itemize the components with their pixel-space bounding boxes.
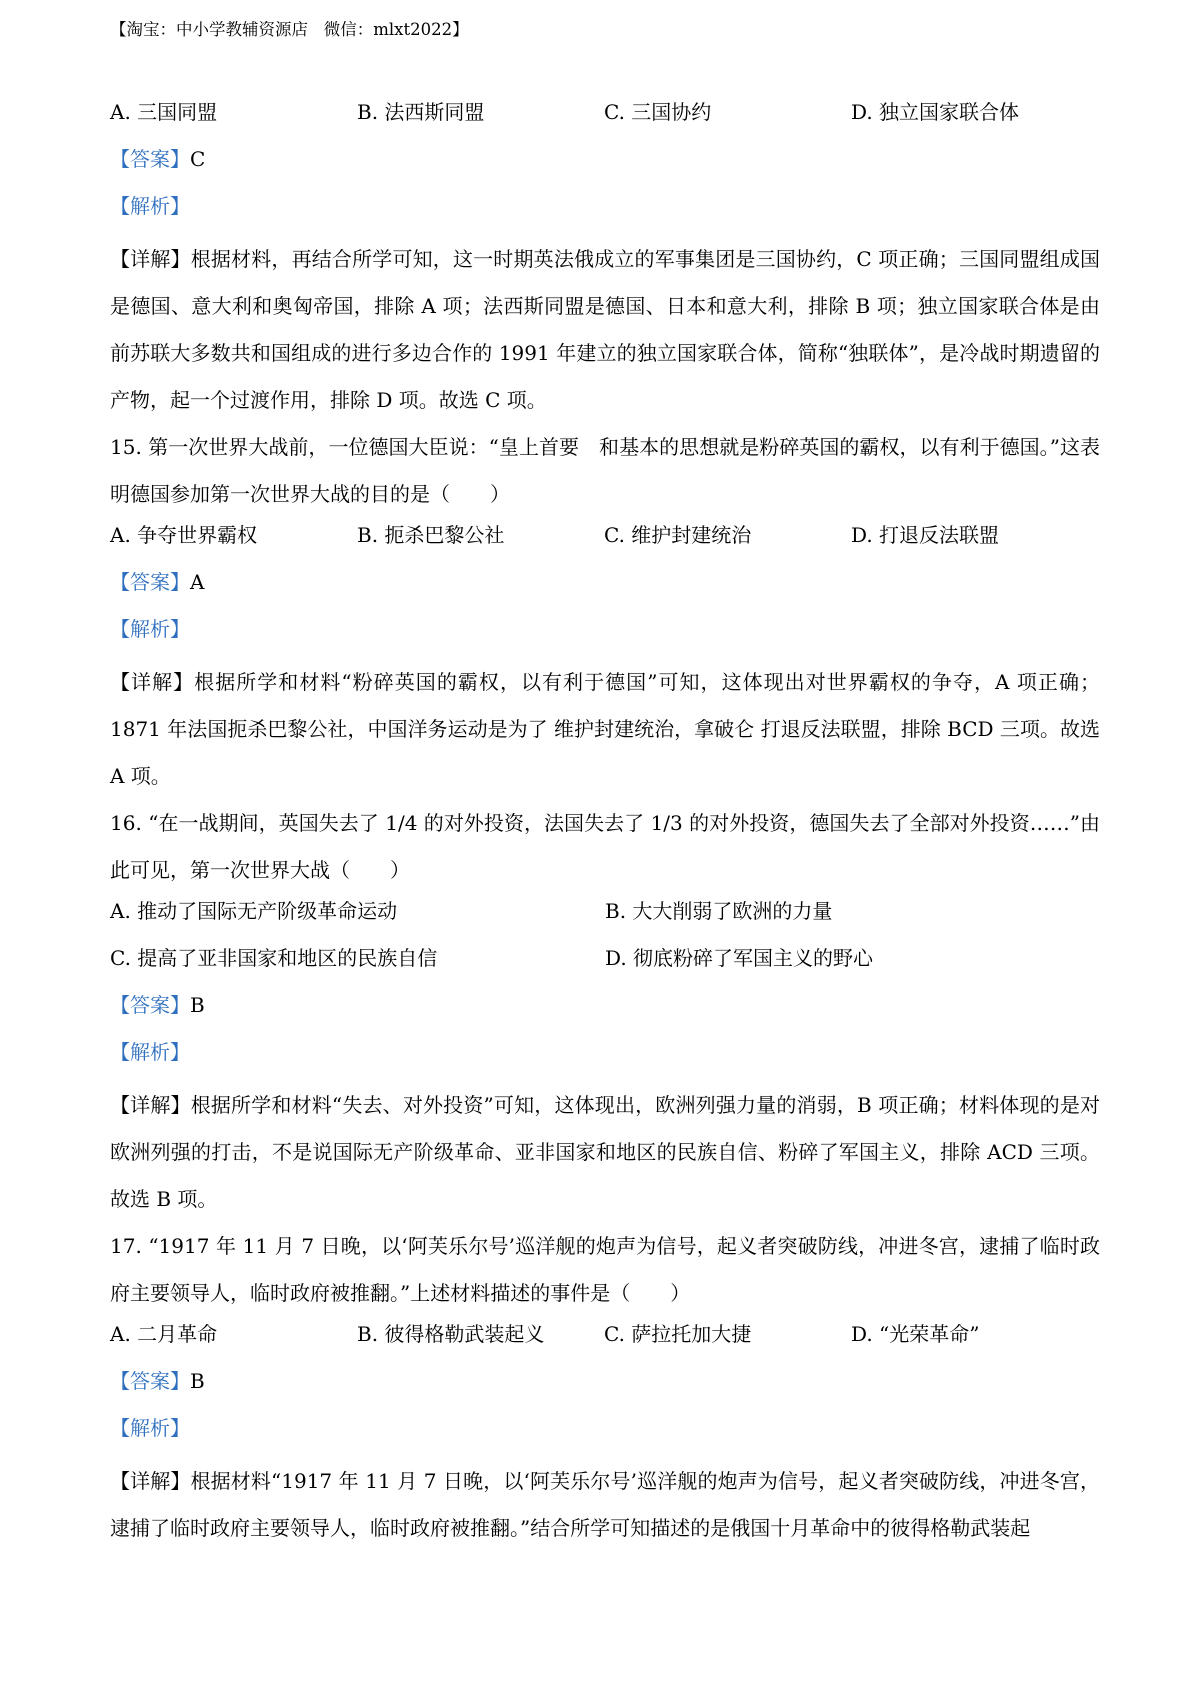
q15-options (110, 518, 1100, 565)
q16-option-a: A. 推动了国际无产阶级革命运动 (110, 899, 398, 923)
q16-detail-text: 根据所学和材料“失去、对外投资”可知，这体现出，欧洲列强力量的消弱，B 项正确；材料体现的是对欧洲列强的打击，不是说国际无产阶级革命、亚非国家和地区的民族自信、粉碎了军国主义，排除 ACD 三项。故选 B 项。 (110, 1093, 1100, 1211)
answer-label: 【答案】 (110, 993, 190, 1017)
q14-detail (110, 236, 1100, 424)
q16-answer (110, 988, 1100, 1035)
q17-option-d: D. “光荣革命” (851, 1322, 980, 1346)
detail-label: 【详解】 (110, 1093, 191, 1117)
detail-label: 【详解】 (110, 247, 191, 271)
answer-label: 【答案】 (110, 1369, 190, 1393)
q14-option-d: D. 独立国家联合体 (851, 100, 1020, 124)
q17-option-b: B. 彼得格勒武装起义 (357, 1322, 545, 1346)
analysis-label: 【解析】 (110, 1040, 190, 1064)
detail-label: 【详解】 (110, 1469, 191, 1493)
q16-detail (110, 1082, 1100, 1223)
q16-option-d: D. 彻底粉碎了军国主义的野心 (605, 946, 874, 970)
q14-answer-value: C (190, 147, 206, 171)
q17-analysis (110, 1411, 1100, 1458)
q16-stem: 16. “在一战期间，英国失去了 1/4 的对外投资，法国失去了 1/3 的对外投资，德国失去了全部对外投资……”由此可见，第一次世界大战（ ） (110, 811, 1100, 882)
q15-option-c: C. 维护封建统治 (604, 523, 752, 547)
q17-stem: 17. “1917 年 11 月 7 日晚，以‘阿芙乐尔号’巡洋舰的炮声为信号，起义者突破防线，冲进冬宫，逮捕了临时政府主要领导人，临时政府被推翻。”上述材料描述的事件是（ ） (110, 1234, 1100, 1305)
answer-label: 【答案】 (110, 147, 190, 171)
analysis-label: 【解析】 (110, 194, 190, 218)
q15-detail-text: 根据所学和材料“粉碎英国的霸权，以有利于德国”可知，这体现出对世界霸权的争夺，A 项正确；1871 年法国扼杀巴黎公社，中国洋务运动是为了 维护封建统治，拿破仑 打退反法联盟，排除 BCD 三项。故选 A 项。 (110, 670, 1101, 788)
q17-options (110, 1317, 1100, 1364)
q16-options-row2 (110, 941, 1100, 988)
q17-answer-value: B (190, 1369, 205, 1393)
q15-analysis (110, 612, 1100, 659)
q15-option-d: D. 打退反法联盟 (851, 523, 1000, 547)
q15-answer-value: A (190, 570, 205, 594)
q17-answer (110, 1364, 1100, 1411)
q14-detail-text: 根据材料，再结合所学可知，这一时期英法俄成立的军事集团是三国协约，C 项正确；三国同盟组成国是德国、意大利和奥匈帝国，排除 A 项；法西斯同盟是德国、日本和意大利，排除 B 项；独立国家联合体是由前苏联大多数共和国组成的进行多边合作的 1991 年建立的独立国家联合体，简称“独联体”，是冷战时期遗留的产物，起一个过渡作用，排除 D 项。故选 C 项。 (110, 247, 1100, 412)
q14-options (110, 95, 1100, 142)
q14-answer (110, 142, 1100, 189)
q16-option-b: B. 大大削弱了欧洲的力量 (605, 899, 833, 923)
q16-options-row1 (110, 894, 1100, 941)
answer-label: 【答案】 (110, 570, 190, 594)
q17-option-a: A. 二月革命 (110, 1322, 218, 1346)
q14-option-c: C. 三国协约 (604, 100, 712, 124)
q16-answer-value: B (190, 993, 205, 1017)
detail-label: 【详解】 (110, 670, 195, 694)
q17-detail (110, 1458, 1100, 1552)
q15-stem: 15. 第一次世界大战前，一位德国大臣说：“皇上首要 和基本的思想就是粉碎英国的霸权，以有利于德国。”这表明德国参加第一次世界大战的目的是（ ） (110, 435, 1100, 506)
document-body (110, 95, 1100, 1552)
q16-analysis (110, 1035, 1100, 1082)
page-header: 【淘宝：中小学教辅资源店 微信：mlxt2022】 (110, 20, 469, 39)
analysis-label: 【解析】 (110, 617, 190, 641)
q17-option-c: C. 萨拉托加大捷 (604, 1322, 752, 1346)
q16-option-c: C. 提高了亚非国家和地区的民族自信 (110, 946, 438, 970)
q15-option-b: B. 扼杀巴黎公社 (357, 523, 505, 547)
q14-option-b: B. 法西斯同盟 (357, 100, 485, 124)
q15-option-a: A. 争夺世界霸权 (110, 523, 258, 547)
q15-detail (110, 659, 1100, 800)
q15-answer (110, 565, 1100, 612)
q17-detail-text: 根据材料“1917 年 11 月 7 日晚，以‘阿芙乐尔号’巡洋舰的炮声为信号，起义者突破防线，冲进冬宫，逮捕了临时政府主要领导人，临时政府被推翻。”结合所学可知描述的是俄国十月革命中的彼得格勒武装起 (110, 1469, 1100, 1540)
analysis-label: 【解析】 (110, 1416, 190, 1440)
q14-analysis (110, 189, 1100, 236)
q14-option-a: A. 三国同盟 (110, 100, 218, 124)
